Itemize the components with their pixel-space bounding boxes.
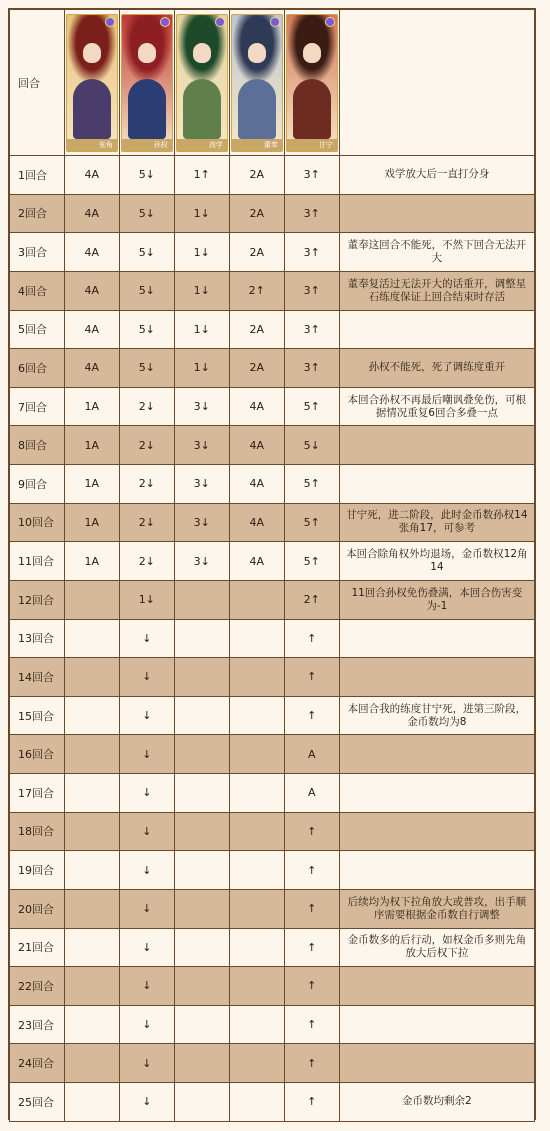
- action-cell: 5↓: [119, 271, 174, 310]
- hero-outfit: [183, 79, 221, 139]
- note-cell: 戏学放大后一直打分身: [339, 156, 534, 195]
- action-cell: ↓: [119, 812, 174, 851]
- action-cell: 1A: [64, 387, 119, 426]
- hero-portrait: [176, 14, 228, 152]
- note-cell: 本回合孙权不再最后嘲讽叠免伤，可根据情况重复6回合多叠一点: [339, 387, 534, 426]
- hero-column-ganning: [284, 10, 339, 156]
- hero-column-sunquan: [119, 10, 174, 156]
- round-cell: 11回合: [10, 542, 65, 581]
- action-cell: [64, 580, 119, 619]
- hero-face: [193, 43, 211, 63]
- hero-outfit: [238, 79, 276, 139]
- action-cell: 2A: [229, 194, 284, 233]
- action-cell: 1A: [64, 465, 119, 504]
- action-cell: [174, 851, 229, 890]
- action-cell: 5↓: [119, 310, 174, 349]
- round-cell: 19回合: [10, 851, 65, 890]
- action-cell: 3↑: [284, 310, 339, 349]
- round-cell: 12回合: [10, 580, 65, 619]
- note-cell: [339, 774, 534, 813]
- round-cell: 16回合: [10, 735, 65, 774]
- action-cell: [64, 928, 119, 967]
- action-cell: [174, 658, 229, 697]
- action-cell: 2↓: [119, 542, 174, 581]
- note-cell: 11回合孙权免伤叠满，本回合伤害变为-1: [339, 580, 534, 619]
- table-row: [10, 503, 535, 542]
- action-cell: 1A: [64, 503, 119, 542]
- hero-column-dongfeng: [229, 10, 284, 156]
- note-cell: 本回合我的练度甘宁死，进第三阶段，金币数均为8: [339, 696, 534, 735]
- table-row: [10, 310, 535, 349]
- action-cell: 3↑: [284, 194, 339, 233]
- round-cell: 2回合: [10, 194, 65, 233]
- action-cell: 2A: [229, 310, 284, 349]
- action-cell: [174, 696, 229, 735]
- table-row: [10, 387, 535, 426]
- round-cell: 6回合: [10, 349, 65, 388]
- action-cell: ↑: [284, 1044, 339, 1083]
- hero-name: 戏学: [208, 140, 223, 149]
- round-cell: 7回合: [10, 387, 65, 426]
- note-cell: 孙权不能死，死了调练度重开: [339, 349, 534, 388]
- action-cell: 3↓: [174, 542, 229, 581]
- action-cell: 4A: [64, 233, 119, 272]
- strategy-table-frame: [8, 8, 536, 1120]
- action-cell: 4A: [64, 349, 119, 388]
- round-cell: 9回合: [10, 465, 65, 504]
- action-cell: 2A: [229, 349, 284, 388]
- action-cell: [229, 696, 284, 735]
- action-cell: ↑: [284, 619, 339, 658]
- table-row: [10, 194, 535, 233]
- rarity-badge-icon: [215, 17, 225, 27]
- table-row: [10, 696, 535, 735]
- action-cell: 5↓: [119, 156, 174, 195]
- action-cell: ↑: [284, 1005, 339, 1044]
- action-cell: 2↓: [119, 465, 174, 504]
- action-cell: [174, 967, 229, 1006]
- round-cell: 24回合: [10, 1044, 65, 1083]
- action-cell: 4A: [64, 156, 119, 195]
- note-cell: [339, 426, 534, 465]
- action-cell: [174, 889, 229, 928]
- action-cell: [64, 889, 119, 928]
- hero-portrait: [286, 14, 338, 152]
- action-cell: 3↑: [284, 271, 339, 310]
- note-cell: 金币数均剩余2: [339, 1083, 534, 1122]
- action-cell: 4A: [229, 503, 284, 542]
- action-cell: [64, 619, 119, 658]
- table-row: [10, 967, 535, 1006]
- action-cell: ↑: [284, 889, 339, 928]
- action-cell: [174, 1083, 229, 1122]
- action-cell: ↓: [119, 967, 174, 1006]
- action-cell: 1A: [64, 542, 119, 581]
- action-cell: [64, 812, 119, 851]
- action-cell: 1↑: [174, 156, 229, 195]
- hero-portrait: [66, 14, 118, 152]
- note-cell: [339, 812, 534, 851]
- hero-face: [303, 43, 321, 63]
- action-cell: ↓: [119, 1005, 174, 1044]
- note-cell: [339, 1044, 534, 1083]
- round-header: 回合: [10, 10, 65, 156]
- action-cell: [64, 658, 119, 697]
- note-cell: [339, 658, 534, 697]
- action-cell: ↓: [119, 1044, 174, 1083]
- action-cell: 4A: [229, 426, 284, 465]
- action-cell: [174, 812, 229, 851]
- action-cell: 3↓: [174, 387, 229, 426]
- action-cell: [229, 812, 284, 851]
- action-cell: ↑: [284, 658, 339, 697]
- round-cell: 15回合: [10, 696, 65, 735]
- action-cell: 3↑: [284, 156, 339, 195]
- action-cell: [229, 774, 284, 813]
- round-cell: 21回合: [10, 928, 65, 967]
- action-cell: [64, 735, 119, 774]
- action-cell: 3↓: [174, 465, 229, 504]
- note-cell: [339, 465, 534, 504]
- action-cell: ↓: [119, 696, 174, 735]
- action-cell: 2↓: [119, 426, 174, 465]
- action-cell: 1A: [64, 426, 119, 465]
- action-cell: [229, 658, 284, 697]
- note-cell: [339, 1005, 534, 1044]
- action-cell: ↑: [284, 928, 339, 967]
- round-cell: 4回合: [10, 271, 65, 310]
- action-cell: 3↓: [174, 503, 229, 542]
- action-cell: [64, 1083, 119, 1122]
- action-cell: ↓: [119, 619, 174, 658]
- action-cell: [229, 1005, 284, 1044]
- action-cell: [64, 774, 119, 813]
- table-row: [10, 774, 535, 813]
- notes-header: [339, 10, 534, 156]
- round-cell: 22回合: [10, 967, 65, 1006]
- action-cell: 1↓: [174, 233, 229, 272]
- action-cell: 5↑: [284, 503, 339, 542]
- action-cell: [229, 1044, 284, 1083]
- note-cell: [339, 619, 534, 658]
- hero-face: [138, 43, 156, 63]
- table-row: [10, 426, 535, 465]
- action-cell: [229, 889, 284, 928]
- action-cell: 3↑: [284, 233, 339, 272]
- action-cell: [174, 774, 229, 813]
- action-cell: ↑: [284, 696, 339, 735]
- action-cell: A: [284, 735, 339, 774]
- table-row: [10, 156, 535, 195]
- note-cell: [339, 735, 534, 774]
- round-cell: 20回合: [10, 889, 65, 928]
- table-row: [10, 851, 535, 890]
- round-cell: 1回合: [10, 156, 65, 195]
- action-cell: 2↑: [229, 271, 284, 310]
- action-cell: 1↓: [174, 194, 229, 233]
- table-row: [10, 349, 535, 388]
- round-cell: 23回合: [10, 1005, 65, 1044]
- hero-portrait: [121, 14, 173, 152]
- action-cell: [64, 1044, 119, 1083]
- action-cell: ↓: [119, 851, 174, 890]
- action-cell: [64, 1005, 119, 1044]
- note-cell: 金币数多的后行动，如权金币多则先角放大后权下拉: [339, 928, 534, 967]
- action-cell: 1↓: [174, 310, 229, 349]
- table-row: [10, 619, 535, 658]
- hero-column-zhangjiao: [64, 10, 119, 156]
- round-cell: 8回合: [10, 426, 65, 465]
- hero-face: [83, 43, 101, 63]
- action-cell: [229, 580, 284, 619]
- action-cell: [174, 619, 229, 658]
- action-cell: 4A: [64, 310, 119, 349]
- hero-outfit: [293, 79, 331, 139]
- note-cell: [339, 851, 534, 890]
- table-row: [10, 465, 535, 504]
- action-cell: [174, 1005, 229, 1044]
- hero-face: [248, 43, 266, 63]
- action-cell: 4A: [64, 194, 119, 233]
- action-cell: ↓: [119, 1083, 174, 1122]
- action-cell: [64, 851, 119, 890]
- action-cell: 2A: [229, 233, 284, 272]
- action-cell: 1↓: [174, 271, 229, 310]
- note-cell: [339, 310, 534, 349]
- rarity-badge-icon: [160, 17, 170, 27]
- table-row: [10, 658, 535, 697]
- note-cell: 本回合除角权外均退场，金币数权12角14: [339, 542, 534, 581]
- action-cell: [174, 928, 229, 967]
- action-cell: 5↑: [284, 465, 339, 504]
- action-cell: ↓: [119, 889, 174, 928]
- action-cell: [229, 928, 284, 967]
- rarity-badge-icon: [325, 17, 335, 27]
- note-cell: [339, 194, 534, 233]
- hero-outfit: [128, 79, 166, 139]
- round-cell: 10回合: [10, 503, 65, 542]
- header-row: [10, 10, 535, 156]
- action-cell: 5↓: [119, 233, 174, 272]
- action-cell: ↑: [284, 1083, 339, 1122]
- action-cell: [229, 735, 284, 774]
- action-cell: ↓: [119, 658, 174, 697]
- table-row: [10, 580, 535, 619]
- table-row: [10, 271, 535, 310]
- action-cell: 5↑: [284, 542, 339, 581]
- action-cell: 1↓: [119, 580, 174, 619]
- table-row: [10, 1005, 535, 1044]
- action-cell: ↑: [284, 851, 339, 890]
- hero-column-xixue: [174, 10, 229, 156]
- rarity-badge-icon: [105, 17, 115, 27]
- hero-portrait: [231, 14, 283, 152]
- action-cell: 2↑: [284, 580, 339, 619]
- hero-name: 孙权: [153, 140, 168, 149]
- round-cell: 18回合: [10, 812, 65, 851]
- round-cell: 3回合: [10, 233, 65, 272]
- action-cell: ↓: [119, 928, 174, 967]
- action-cell: 3↑: [284, 349, 339, 388]
- table-row: [10, 735, 535, 774]
- rarity-badge-icon: [270, 17, 280, 27]
- action-cell: 2↓: [119, 387, 174, 426]
- note-cell: 董奉这回合不能死，不然下回合无法开大: [339, 233, 534, 272]
- hero-outfit: [73, 79, 111, 139]
- action-cell: 4A: [64, 271, 119, 310]
- action-cell: ↓: [119, 735, 174, 774]
- note-cell: [339, 967, 534, 1006]
- action-cell: [229, 851, 284, 890]
- round-cell: 17回合: [10, 774, 65, 813]
- action-cell: 5↑: [284, 387, 339, 426]
- round-cell: 5回合: [10, 310, 65, 349]
- round-cell: 13回合: [10, 619, 65, 658]
- table-row: [10, 889, 535, 928]
- action-cell: ↓: [119, 774, 174, 813]
- action-cell: [174, 1044, 229, 1083]
- action-cell: 4A: [229, 387, 284, 426]
- action-cell: ↑: [284, 967, 339, 1006]
- action-cell: 4A: [229, 542, 284, 581]
- action-cell: 5↓: [119, 349, 174, 388]
- action-cell: [229, 967, 284, 1006]
- table-row: [10, 812, 535, 851]
- action-cell: 4A: [229, 465, 284, 504]
- action-cell: [229, 619, 284, 658]
- note-cell: 董奉复活过无法开大的话重开，调整星石练度保证上回合结束时存活: [339, 271, 534, 310]
- action-cell: [174, 580, 229, 619]
- note-cell: 后续均为权下拉角放大或普攻，出手顺序需要根据金币数自行调整: [339, 889, 534, 928]
- action-cell: A: [284, 774, 339, 813]
- action-cell: [174, 735, 229, 774]
- note-cell: 甘宁死，进二阶段，此时金币数孙权14张角17，可参考: [339, 503, 534, 542]
- table-row: [10, 542, 535, 581]
- table-row: [10, 1083, 535, 1122]
- action-cell: 3↓: [174, 426, 229, 465]
- hero-name: 董奉: [263, 140, 278, 149]
- action-cell: [64, 967, 119, 1006]
- table-row: [10, 928, 535, 967]
- round-cell: 14回合: [10, 658, 65, 697]
- action-cell: 1↓: [174, 349, 229, 388]
- round-cell: 25回合: [10, 1083, 65, 1122]
- round-strategy-table: [9, 9, 535, 1122]
- table-row: [10, 1044, 535, 1083]
- table-row: [10, 233, 535, 272]
- hero-name: 甘宁: [318, 140, 333, 149]
- action-cell: 5↓: [284, 426, 339, 465]
- action-cell: 2↓: [119, 503, 174, 542]
- action-cell: 5↓: [119, 194, 174, 233]
- action-cell: 2A: [229, 156, 284, 195]
- action-cell: [229, 1083, 284, 1122]
- action-cell: ↑: [284, 812, 339, 851]
- hero-name: 张角: [98, 140, 113, 149]
- action-cell: [64, 696, 119, 735]
